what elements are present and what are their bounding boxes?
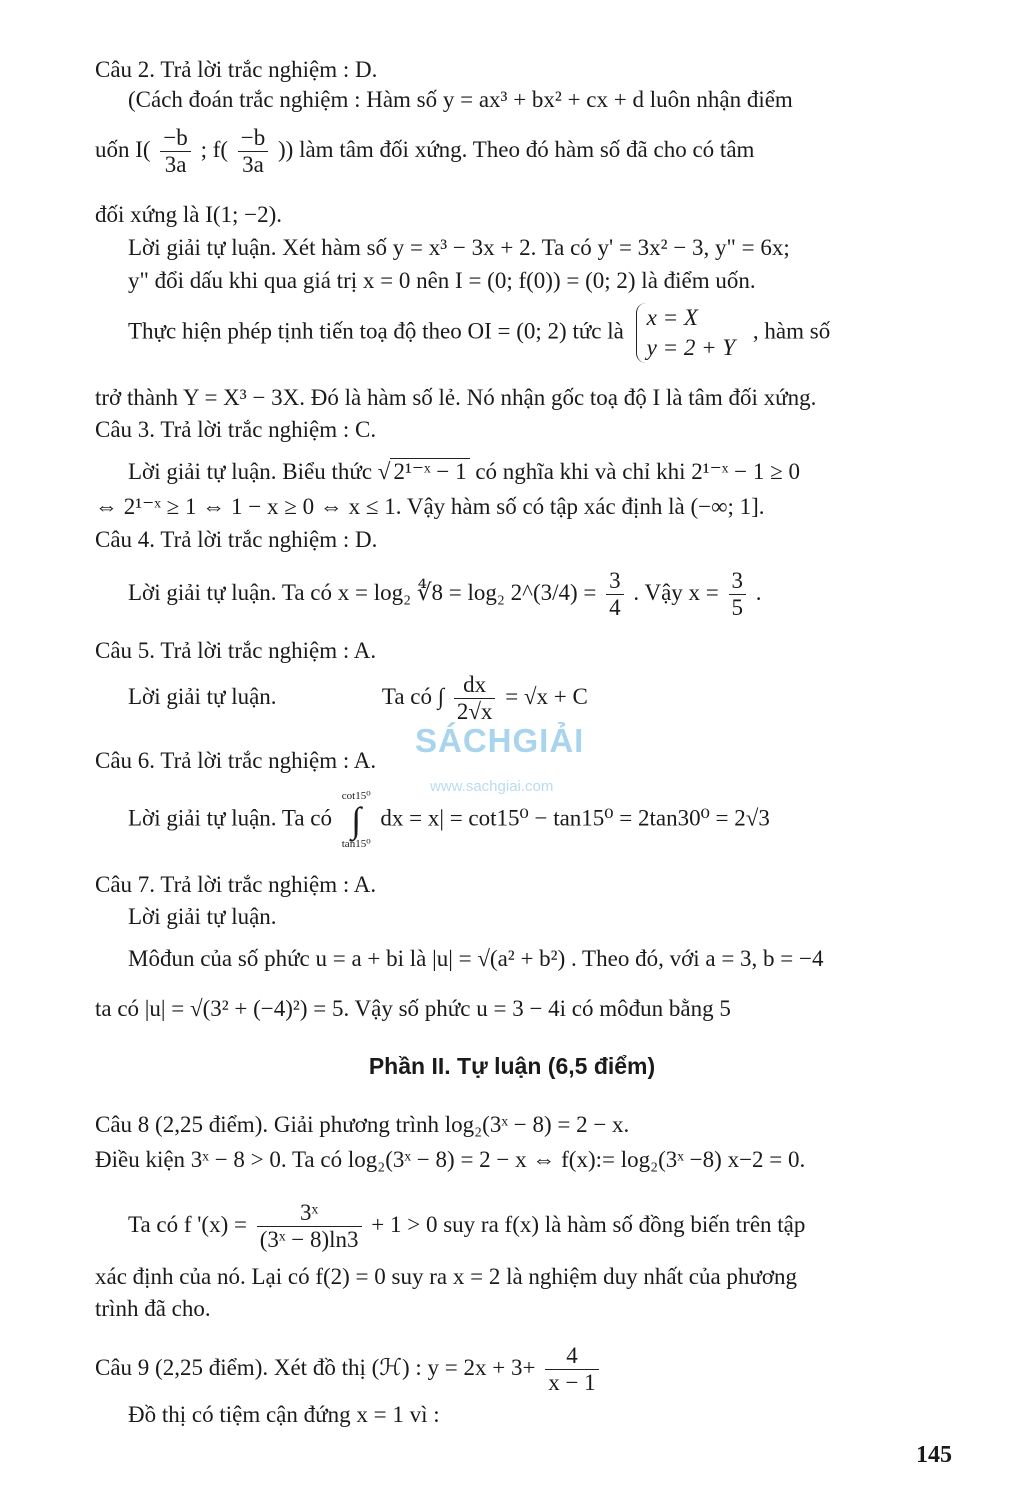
text: Ta có ∫ [381, 683, 445, 709]
text: + 1 > 0 suy ra f(x) là hàm số đồng biến trên tập [371, 1211, 806, 1237]
section-heading: Phần II. Tự luận (6,5 điểm) [368, 1053, 656, 1079]
q3-answer: Câu 3. Trả lời trắc nghiệm : C. [95, 417, 377, 442]
text: Lời giải tự luận. [128, 683, 277, 709]
q6-solution [128, 790, 952, 850]
integral: cot15⁰ ∫ tan15⁰ [341, 790, 371, 850]
fraction: $\frac{-b}{3a}$ [238, 125, 268, 178]
text: có nghĩa khi và chỉ khi 2¹⁻ˣ − 1 ≥ 0 [469, 459, 801, 484]
fraction: $\frac{3}{4}$ [606, 568, 624, 621]
fraction: $\frac{4}{x - 1}$ [545, 1343, 598, 1396]
q8-derivative [128, 1200, 952, 1253]
fraction: $\frac{-b}{3a}$ [160, 125, 190, 178]
q8-conclusion: xác định của nó. Lại có f(2) = 0 suy ra x = 2 là nghiệm duy nhất của phương [95, 1264, 798, 1289]
text: dx = x| [380, 805, 444, 831]
equation-system: x = X y = 2 + Y [636, 303, 742, 363]
text: uốn I( [95, 136, 151, 162]
q2-translation [128, 303, 952, 363]
text: = cot15⁰ − tan15⁰ = 2tan30⁰ = 2√3 [443, 805, 770, 831]
q5-answer: Câu 5. Trả lời trắc nghiệm : A. [95, 638, 377, 663]
text: ; f( [200, 136, 229, 162]
q3-solution [128, 457, 952, 487]
q4-solution [128, 568, 952, 621]
q7-answer: Câu 7. Trả lời trắc nghiệm : A. [95, 872, 377, 897]
watermark: SÁCHGIẢI [415, 722, 585, 759]
q9-asymptote: Đồ thị có tiệm cận đứng x = 1 vì : [128, 1402, 440, 1427]
q4-answer: Câu 4. Trả lời trắc nghiệm : D. [95, 527, 378, 552]
q2-answer: Câu 2. Trả lời trắc nghiệm : D. [95, 57, 378, 82]
text: Thực hiện phép tịnh tiến toạ độ theo OI = (0; 2) tức là [128, 318, 624, 344]
q7-result: ta có |u| = √(3² + (−4)²) = 5. Vậy số phức u = 3 − 4i có môđun bằng 5 [95, 996, 731, 1021]
q2-inflection: y" đổi dấu khi qua giá trị x = 0 nên I = (0; f(0)) = (0; 2) là điểm uốn. [128, 268, 756, 293]
q2-result: trở thành Y = X³ − 3X. Đó là hàm số lẻ. Nó nhận gốc toạ độ I là tâm đối xứng. [95, 385, 817, 410]
q8-condition: Điều kiện 3ˣ − 8 > 0. Ta có log₂(3ˣ − 8) = 2 − x ⇔ f(x):= log₂(3ˣ −8) x−2 = 0. [95, 1147, 806, 1172]
text: . Vậy x = [633, 579, 719, 605]
q3-domain: ⇔ 2¹⁻ˣ ≥ 1 ⇔ 1 − x ≥ 0 ⇔ x ≤ 1. Vậy hàm số có tập xác định là (−∞; 1]. [95, 494, 765, 519]
text: . [755, 579, 762, 605]
q5-solution [128, 672, 952, 725]
text: Lời giải tự luận. Ta có [128, 805, 332, 831]
q6-answer: Câu 6. Trả lời trắc nghiệm : A. [95, 748, 377, 773]
q7-modulus: Môđun của số phức u = a + bi là |u| = √(a² + b²) . Theo đó, với a = 3, b = −4 [128, 946, 824, 971]
text: Câu 9 (2,25 điểm). Xét đồ thị (ℋ) : y = 2x + 3+ [95, 1354, 536, 1380]
text: )) làm tâm đối xứng. Theo đó hàm số đã cho có tâm [278, 136, 755, 162]
text: Lời giải tự luận. Ta có x = log₂ ∜8 = log₂ 2^(3/4) = [128, 579, 597, 605]
q9-statement [95, 1343, 952, 1396]
q2-solution: Lời giải tự luận. Xét hàm số y = x³ − 3x + 2. Ta có y' = 3x² − 3, y" = 6x; [128, 235, 790, 260]
q8-statement: Câu 8 (2,25 điểm). Giải phương trình log₂(3ˣ − 8) = 2 − x. [95, 1112, 630, 1137]
text: , hàm số [752, 318, 831, 344]
q2-guess-line: (Cách đoán trắc nghiệm : Hàm số y = ax³ + bx² + cx + d luôn nhận điểm [128, 87, 793, 112]
fraction: $\frac{3}{5}$ [729, 568, 747, 621]
watermark-url: www.sachgiai.com [430, 778, 554, 795]
q7-solution-label: Lời giải tự luận. [128, 904, 277, 929]
q8-conclusion-end: trình đã cho. [95, 1296, 211, 1321]
text: Ta có f '(x) = [128, 1211, 247, 1237]
page-number: 145 [916, 1442, 952, 1468]
fraction: $\frac{dx}{2√x}$ [454, 672, 496, 725]
q2-inflection-line [95, 125, 952, 178]
text: Lời giải tự luận. Biểu thức √ [128, 459, 391, 484]
fraction: $\frac{\text{3ˣ}}{\text{(3ˣ − 8)ln3}}$ [257, 1200, 362, 1253]
text: = √x + C [505, 683, 588, 709]
sqrt-expr: 2¹⁻ˣ − 1 [390, 458, 469, 484]
q2-symmetry: đối xứng là I(1; −2). [95, 202, 283, 227]
